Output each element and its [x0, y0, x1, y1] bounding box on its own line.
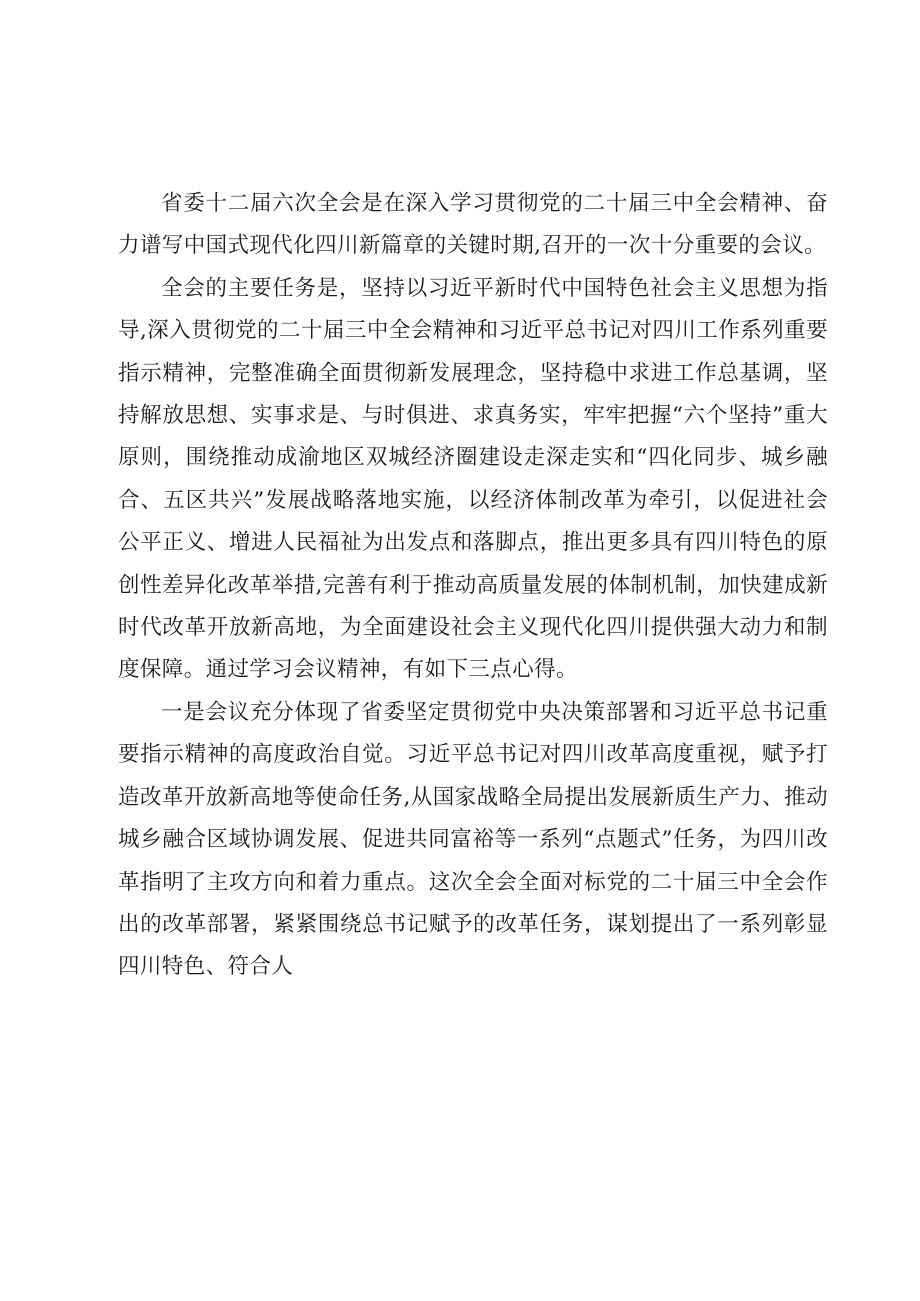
paragraph-3: 一是会议充分体现了省委坚定贯彻党中央决策部署和习近平总书记重要指示精神的高度政治自觉。习近平总书记对四川改革高度重视，赋予打造改革开放新高地等使命任务,从国家战略全局提出发展新质生产力、推动城乡融合区域协调发展、促进共同富裕等一系列“点题式”任务，为四川改革指明了主攻方向和着力重点。这次全会全面对标党的二十届三中全会作出的改革部署，紧紧围绕总书记赋予的改革任务，谋划提出了一系列彰显四川特色、符合人 — [118, 699, 828, 980]
paragraph-1: 省委十二届六次全会是在深入学习贯彻党的二十届三中全会精神、奋力谱写中国式现代化四川新篇章的关键时期,召开的一次十分重要的会议。 — [118, 191, 828, 259]
paragraph-2: 全会的主要任务是，坚持以习近平新时代中国特色社会主义思想为指导,深入贯彻党的二十届三中全会精神和习近平总书记对四川工作系列重要指示精神，完整准确全面贯彻新发展理念，坚持稳中求进工作总基调，坚持解放思想、实事求是、与时俱进、求真务实，牢牢把握“六个坚持”重大原则，围绕推动成渝地区双城经济圈建设走深走实和“四化同步、城乡融合、五区共兴”发展战略落地实施，以经济体制改革为牵引，以促进社会公平正义、增进人民福祉为出发点和落脚点，推出更多具有四川特色的原创性差异化改革举措,完善有利于推动高质量发展的体制机制，加快建成新时代改革开放新高地，为全面建设社会主义现代化四川提供强大动力和制度保障。通过学习会议精神，有如下三点心得。 — [118, 275, 828, 683]
document-body — [118, 183, 828, 989]
